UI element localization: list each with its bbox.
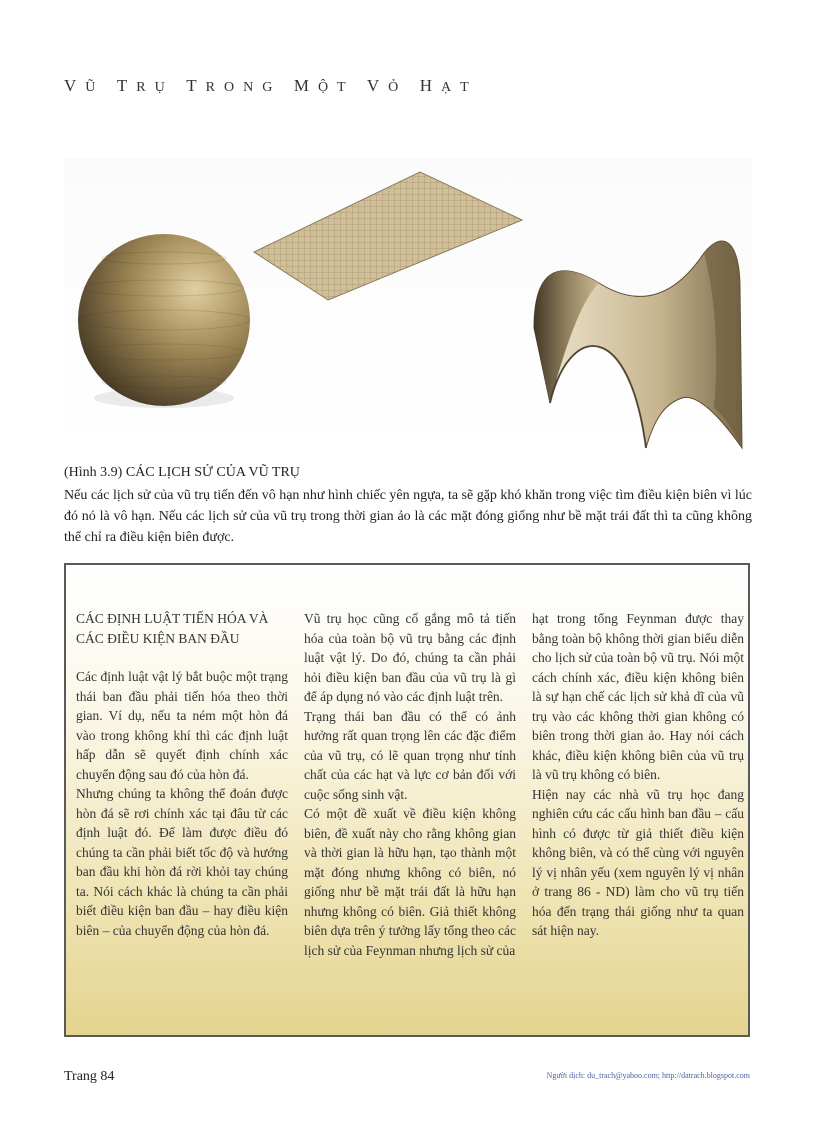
box-column-1	[76, 609, 288, 940]
sphere-shape	[78, 234, 250, 408]
box-column-3	[532, 609, 744, 941]
figure-caption-title: (Hình 3.9) CÁC LỊCH SỬ CỦA VŨ TRỤ	[64, 465, 300, 480]
figure-caption-text: Nếu các lịch sử của vũ trụ tiến đến vô hạn như hình chiếc yên ngựa, ta sẽ gặp khó khăn trong việc tìm điều kiện biên vì lúc đó nó là vô hạn. Nếu các lịch sử của vũ trụ trong thời gian ảo là các mặt đóng giống như bề mặt trái đất thì ta cũng không thể chỉ ra điều kiện biên được.	[64, 488, 752, 545]
box-heading: CÁC ĐỊNH LUẬT TIẾN HÓA VÀ CÁC ĐIỀU KIỆN BAN ĐẦU	[76, 611, 269, 646]
paragraph: Hiện nay các nhà vũ trụ học đang nghiên cứu các cấu hình ban đầu – cấu hình có được từ giả thiết điều kiện không biên, và có thể cùng với nguyên lý vị nhân yếu (xem nguyên lý vị nhân ở trang 86 - ND) làm cho vũ trụ tiến hóa đến trạng thái giống như ta quan sát hiện nay.	[532, 786, 744, 938]
paragraph: Các định luật vật lý bắt buộc một trạng thái ban đầu phải tiến hóa theo thời gian. Ví dụ, nếu ta ném một hòn đá vào trong không khí thì các định luật hấp dẫn sẽ quyết định chính xác chuyển động sau đó của hòn đá.	[76, 669, 288, 782]
running-header	[64, 76, 478, 96]
page-number: Trang 84	[64, 1069, 115, 1084]
running-title: VŨ TRỤ TRONG MỘT VỎ HẠT	[64, 76, 478, 95]
figure-universe-histories	[64, 158, 752, 458]
box-column-2	[304, 609, 516, 960]
figure-illustration	[64, 158, 752, 458]
flat-plane-shape	[254, 172, 522, 300]
paragraph: Trạng thái ban đầu có thể có ảnh hưởng rất quan trọng lên các đặc điểm của vũ trụ, có lẽ quan trọng như tính chất của các hạt và lực cơ bản đối với cuộc sống sinh vật.	[304, 708, 516, 802]
paragraph: Có một đề xuất về điều kiện không biên, đề xuất này cho rằng không gian và thời gian là hữu hạn, tạo thành một mặt đóng nhưng không có biên, nó giống như bề mặt trái đất là hữu hạn nhưng không có biên. Giả thiết không biên dựa trên ý tưởng lấy tổng theo các lịch sử của Feynman nhưng lịch sử của	[304, 806, 516, 958]
translator-credit: Người dịch: du_trach@yahoo.com; http://datrach.blogspot.com	[546, 1071, 750, 1080]
sidebar-box	[64, 563, 750, 1037]
saddle-shape	[534, 241, 742, 448]
paragraph: hạt trong tổng Feynman được thay bằng toàn bộ không thời gian biểu diễn cho lịch sử của toàn bộ vũ trụ. Nói một cách chính xác, điều kiện không biên là sự hạn chế các lịch sử khả dĩ của vũ trụ vào các không thời gian không có biên trong thời gian ảo. Hay nói cách khác, điều kiện không biên của vũ trụ là vũ trụ không có biên.	[532, 611, 744, 782]
paragraph: Nhưng chúng ta không thể đoán được hòn đá sẽ rơi chính xác tại đâu từ các định luật đó. Để làm được điều đó chúng ta cần phải biết tốc độ và hướng ban đầu khi hòn đá rời khỏi tay chúng ta. Nói cách khác là chúng ta cần phải biết điều kiện ban đầu – hay điều kiện biên – của chuyển động của hòn đá.	[76, 786, 288, 938]
paragraph: Vũ trụ học cũng cố gắng mô tả tiến hóa của toàn bộ vũ trụ bằng các định luật vật lý. Do đó, chúng ta cần phải hỏi điều kiện ban đầu của vũ trụ là gì để áp dụng nó vào các định luật trên.	[304, 611, 516, 704]
